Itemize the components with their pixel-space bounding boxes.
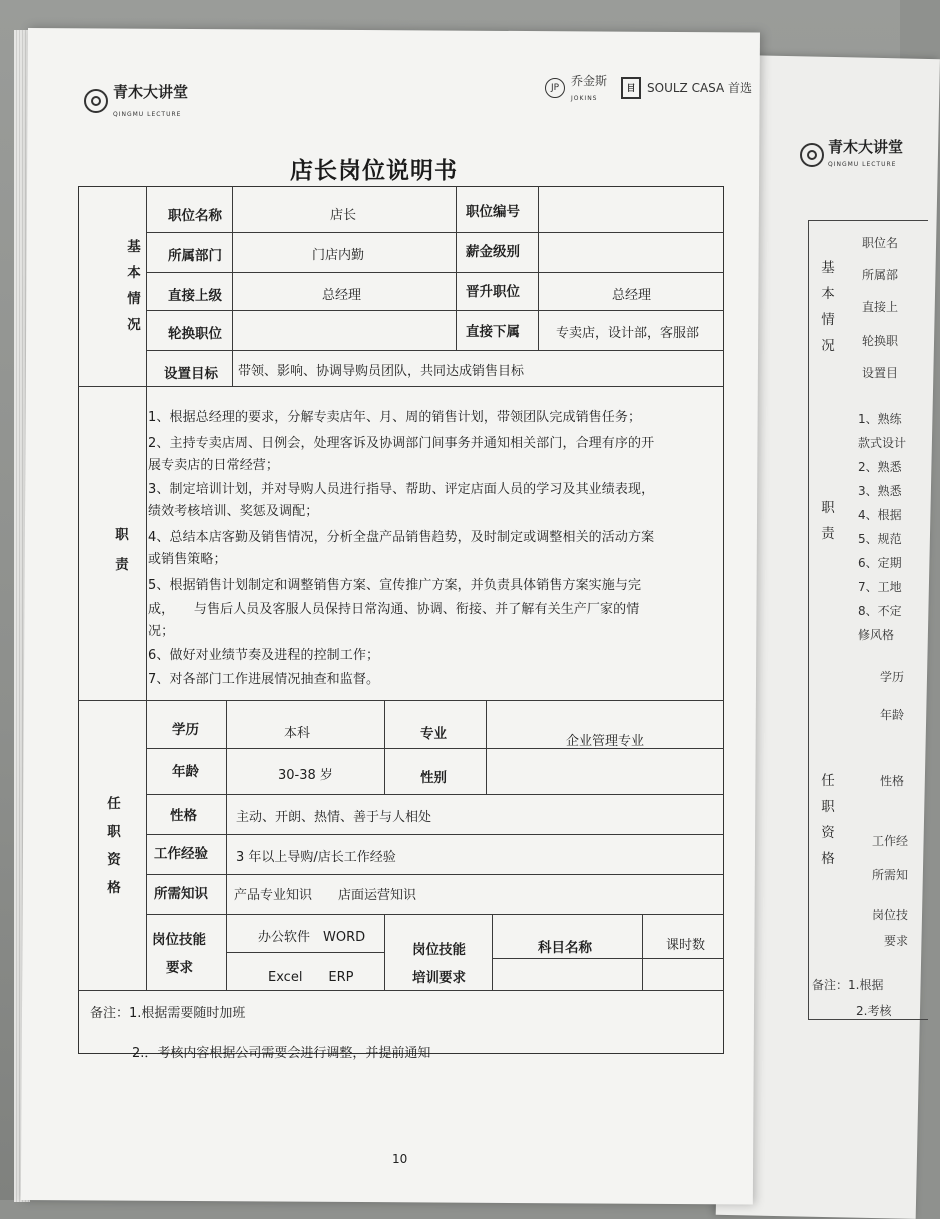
duty-line: 5、根据销售计划制定和调整销售方案、宣传推广方案，并负责具体销售方案实施与完: [148, 578, 642, 593]
right-page-logo: 青木大讲堂 QINGMU LECTURE: [800, 140, 903, 169]
knowledge-value: 产品专业知识 店面运营知识: [234, 888, 417, 903]
right-qual-row: 学历: [880, 670, 905, 684]
right-qual-label: 任职资格: [821, 773, 835, 867]
promotion-value: 总经理: [612, 288, 652, 303]
duty-line: 成， 与售后人员及客服人员保持日常沟通、协调、衔接、并了解有关生产厂家的情: [148, 602, 640, 617]
age-label: 年龄: [172, 764, 199, 780]
jokins-logo-icon: JP: [545, 78, 565, 98]
right-qual-row: 性格: [880, 774, 905, 788]
position-name-label: 职位名称: [168, 208, 222, 224]
right-row-label: 职位名: [862, 236, 899, 250]
divider: [226, 700, 227, 990]
divider: [78, 386, 724, 387]
divider: [232, 186, 233, 386]
divider: [226, 952, 384, 953]
hours-header: 课时数: [666, 938, 706, 953]
supervisor-value: 总经理: [322, 288, 362, 303]
job-description-table: [78, 186, 724, 1054]
duty-line: 4、总结本店客勤及销售情况，分析全盘产品销售趋势，及时制定或调整相关的活动方案: [148, 530, 655, 545]
duties-section-label: 职责: [115, 527, 129, 573]
divider: [538, 186, 539, 350]
soulz-brand: SOULZ CASA 首选: [647, 81, 753, 95]
logo-text: 青木大讲堂: [113, 83, 189, 101]
right-row-label: 直接上: [862, 300, 899, 314]
experience-value: 3 年以上导购/店长工作经验: [236, 850, 396, 865]
right-qual-row: 年龄: [880, 708, 905, 722]
divider: [146, 834, 724, 835]
divider: [146, 186, 147, 990]
right-duty-line: 8、不定: [858, 604, 902, 618]
brand-logos: [545, 72, 752, 103]
lecture-logo-icon: [800, 143, 824, 167]
jokins-brand: 乔金斯 JOKINS: [571, 74, 608, 102]
subordinate-value: 专卖店，设计部，客服部: [556, 326, 700, 341]
skills-label-sub: 要求: [166, 960, 193, 976]
personality-value: 主动、开朗、热情、善于与人相处: [236, 810, 432, 825]
lecture-logo-icon: [84, 89, 108, 113]
soulz-logo-icon: 目: [621, 77, 641, 99]
divider: [146, 874, 724, 875]
experience-label: 工作经验: [154, 846, 208, 862]
divider: [492, 958, 724, 959]
supervisor-label: 直接上级: [168, 288, 222, 304]
salary-level-label: 薪金级别: [466, 244, 520, 260]
divider: [384, 700, 385, 794]
divider: [384, 914, 385, 990]
right-row-label: 轮换职: [862, 334, 899, 348]
right-row-label: 设置目: [862, 366, 899, 380]
right-duty-line: 4、根据: [858, 508, 902, 522]
right-duty-line: 款式设计: [858, 436, 907, 450]
training-label: 岗位技能: [412, 942, 466, 958]
subordinate-label: 直接下属: [466, 324, 520, 340]
right-note-line: 备注：1.根据: [812, 978, 884, 992]
right-duty-label: 职责: [821, 500, 835, 542]
education-value: 本科: [284, 726, 311, 741]
basic-section-label: 基本情况: [127, 239, 141, 333]
position-name-value: 店长: [330, 208, 357, 223]
knowledge-label: 所需知识: [154, 886, 208, 902]
right-note-line: 2.考核: [856, 1004, 892, 1018]
duty-line: 或销售策略；: [148, 552, 227, 567]
training-label-sub: 培训要求: [412, 970, 466, 986]
duty-line: 7、对各部门工作进展情况抽查和监督。: [148, 672, 380, 687]
right-duty-line: 6、定期: [858, 556, 902, 570]
duty-line: 况；: [148, 624, 175, 639]
duty-line: 2、主持专卖店周、日例会，处理客诉及协调部门间事务并通知相关部门，合理有序的开: [148, 436, 655, 451]
right-duty-line: 3、熟悉: [858, 484, 902, 498]
note-line-2: 2.．考核内容根据公司需要会进行调整，并提前通知: [132, 1046, 431, 1061]
right-qual-row: 岗位技: [872, 908, 909, 922]
note-line-1: 备注：1.根据需要随时加班: [90, 1006, 246, 1021]
duty-line: 6、做好对业绩节奏及进程的控制工作；: [148, 648, 380, 663]
divider: [642, 914, 643, 990]
skills-value: 办公软件 WORD: [258, 930, 366, 945]
divider: [146, 914, 724, 915]
page-number: 10: [392, 1152, 408, 1166]
education-label: 学历: [172, 722, 199, 738]
gender-label: 性别: [420, 770, 447, 786]
right-duty-line: 5、规范: [858, 532, 902, 546]
age-value: 30-38 岁: [278, 768, 333, 783]
divider: [486, 700, 487, 794]
divider: [78, 700, 724, 701]
right-duty-line: 7、工地: [858, 580, 902, 594]
logo-sub: QINGMU LECTURE: [113, 111, 182, 118]
right-basic-label: 基本情况: [821, 260, 835, 354]
right-qual-row: 工作经: [872, 834, 909, 848]
personality-label: 性格: [170, 808, 197, 824]
skills-label: 岗位技能: [152, 932, 206, 948]
divider: [456, 186, 457, 350]
major-label: 专业: [420, 726, 447, 742]
right-duty-line: 修风格: [858, 628, 895, 642]
department-value: 门店内勤: [312, 248, 365, 263]
duty-line: 展专卖店的日常经营；: [148, 458, 280, 473]
divider: [146, 794, 724, 795]
duty-line: 1、根据总经理的要求，分解专卖店年、月、周的销售计划，带领团队完成销售任务；: [148, 410, 642, 425]
position-code-label: 职位编号: [466, 204, 520, 220]
lecture-logo: [84, 82, 188, 120]
subject-header: 科目名称: [538, 940, 592, 956]
divider: [78, 990, 724, 991]
goal-label: 设置目标: [164, 366, 218, 382]
right-qual-row: 所需知: [872, 868, 909, 882]
duty-line: 绩效考核培训、奖惩及调配；: [148, 504, 319, 519]
goal-value: 带领、影响、协调导购员团队，共同达成销售目标: [238, 364, 525, 379]
duty-line: 3、制定培训计划，并对导购人员进行指导、帮助、评定店面人员的学习及其业绩表现，: [148, 482, 655, 497]
promotion-label: 晋升职位: [466, 284, 520, 300]
rotation-label: 轮换职位: [168, 326, 222, 342]
document-title: 店长岗位说明书: [290, 158, 458, 184]
right-duty-line: 1、熟练: [858, 412, 902, 426]
divider: [492, 914, 493, 990]
skills-value: Excel ERP: [268, 970, 354, 985]
major-value: 企业管理专业: [566, 734, 645, 749]
right-qual-row: 要求: [884, 934, 909, 948]
right-duty-line: 2、熟悉: [858, 460, 902, 474]
right-row-label: 所属部: [862, 268, 899, 282]
department-label: 所属部门: [168, 248, 222, 264]
qualifications-section-label: 任职资格: [107, 796, 121, 896]
